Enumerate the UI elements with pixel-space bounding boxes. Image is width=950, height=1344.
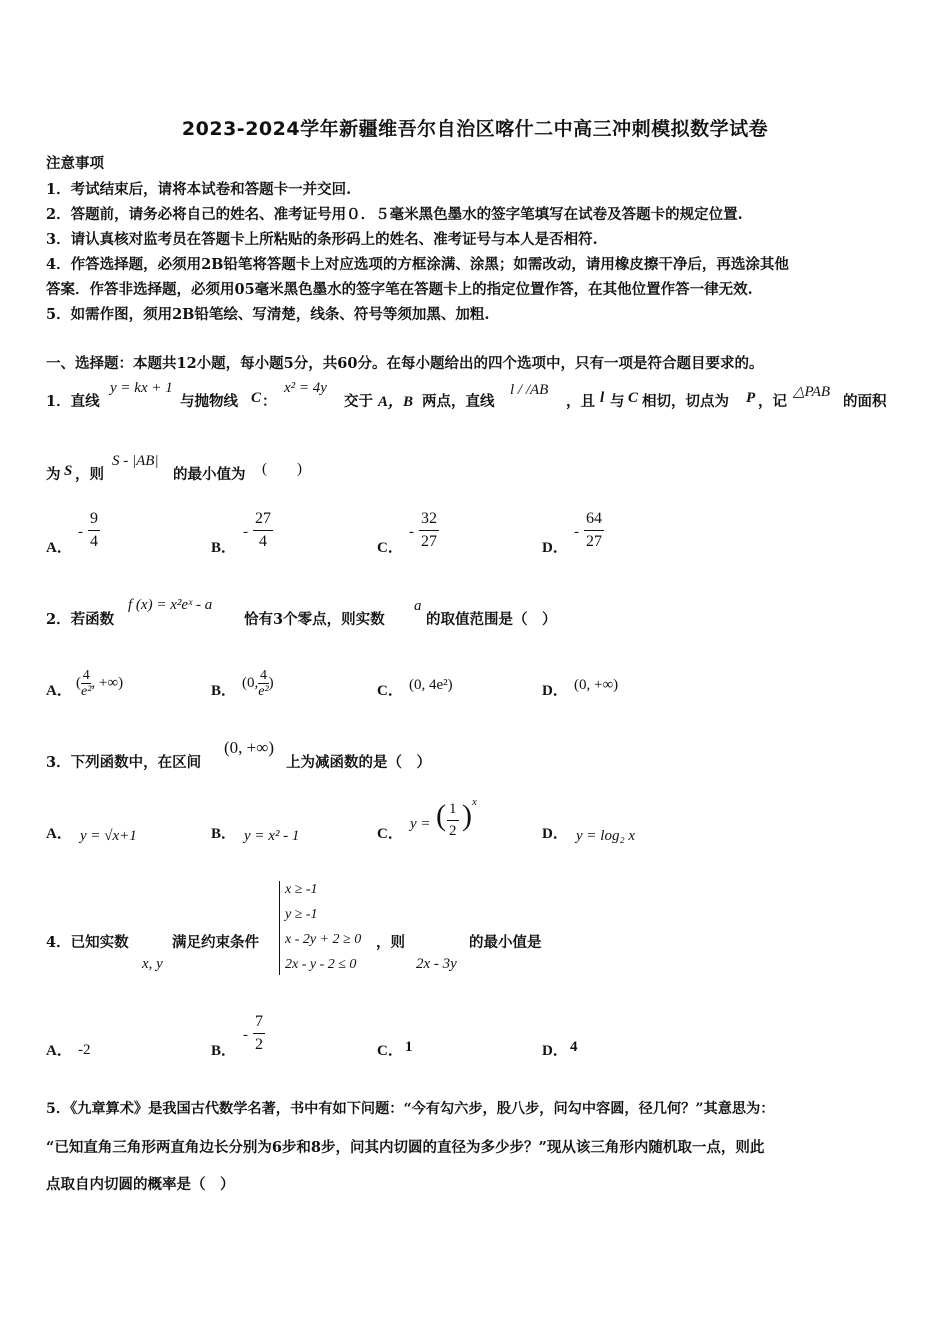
notice-item-4-cont: 答案．作答非选择题，必须用05毫米黑色墨水的签字笔在答题卡上的指定位置作答，在其他位置作答一律无效.: [46, 281, 753, 298]
q4-option-d: 4: [570, 1039, 578, 1055]
q1-text-12: 的最小值为: [173, 466, 246, 483]
q1-text-8: ，记: [758, 393, 787, 410]
q1-c-2: C: [628, 390, 639, 406]
q1-parabola-eq: x² = 4y: [284, 380, 327, 396]
q4-option-a-label: A．: [46, 1043, 72, 1059]
q2-text-2: 恰有3个零点，则实数: [244, 611, 385, 628]
notice-item-2: 2．答题前，请务必将自己的姓名、准考证号用０．５毫米黑色墨水的签字笔填写在试卷及答题卡的规定位置.: [46, 206, 743, 223]
q3-text-1: 3．下列函数中，在区间: [46, 754, 202, 771]
q2-option-a-label: A．: [46, 683, 72, 699]
q1-text-2: 与抛物线: [180, 393, 238, 410]
q1-text-11: ，则: [75, 466, 104, 483]
q1-option-a-fraction: 9 4: [90, 510, 98, 550]
q1-option-c-fraction: 32 27: [421, 510, 437, 550]
q1-option-a-label: A．: [46, 540, 72, 556]
q1-option-d-label: D．: [542, 540, 568, 556]
q2-function: f (x) = x²eˣ - a: [128, 597, 213, 613]
q1-option-b-label: B．: [211, 540, 237, 556]
q3-option-c-pre: y =: [410, 816, 431, 832]
q1-option-d-sign: -: [574, 524, 579, 540]
q4-option-d-label: D．: [542, 1043, 568, 1059]
q4-constraint-1: x ≥ -1: [285, 882, 318, 897]
q1-text-7: 相切，切点为: [642, 393, 729, 410]
q1-option-d-fraction: 64 27: [586, 510, 602, 550]
q2-option-c: (0, 4e²): [409, 677, 453, 693]
q1-colon: ：: [262, 393, 277, 410]
q2-text-3: 的取值范围是（ ）: [426, 611, 557, 628]
q3-option-a-label: A．: [46, 826, 72, 842]
q2-text-1: 2．若函数: [46, 611, 115, 628]
q3-option-a: y = √x+1: [80, 828, 137, 844]
q2-option-c-label: C．: [377, 683, 403, 699]
q2-option-b-label: B．: [211, 683, 237, 699]
q3-option-c-exponent: x: [472, 796, 477, 808]
q3-option-b: y = x² - 1: [244, 828, 300, 844]
q1-l: l: [600, 390, 605, 406]
q1-expression: S - |AB|: [112, 453, 159, 469]
q1-c-1: C: [251, 390, 262, 406]
q1-triangle: △PAB: [793, 384, 831, 400]
q3-option-b-label: B．: [211, 826, 237, 842]
q1-text-10: 为: [46, 466, 61, 483]
q2-option-d: (0, +∞): [574, 677, 619, 693]
q4-constraint-3: x - 2y + 2 ≥ 0: [285, 932, 362, 947]
q1-text-1: 1．直线: [46, 393, 100, 410]
q2-option-d-label: D．: [542, 683, 568, 699]
q1-p: P: [746, 390, 756, 406]
q1-option-b-sign: -: [243, 524, 248, 540]
q4-option-b-sign: -: [243, 1027, 248, 1043]
q1-text-6: 与: [610, 393, 625, 410]
section-heading: 一、选择题：本题共12小题，每小题5分，共60分。在每小题给出的四个选项中，只有一项是符合题目要求的。: [46, 355, 764, 372]
q1-text-3: 交于: [344, 393, 373, 410]
q1-s: S: [64, 463, 73, 479]
q2-option-b: (0, $\frac{4}{\text{e²}}$ ): [242, 668, 274, 699]
q3-option-d-label: D．: [542, 826, 568, 842]
notice-heading: 注意事项: [46, 155, 104, 172]
q4-text-3: ，则: [376, 934, 405, 951]
q5-line-1: 5．《九章算术》是我国古代数学名著，书中有如下问题：“今有勾六步，股八步，问勾中容圆，径几何？”其意思为：: [46, 1101, 775, 1117]
q4-option-c: 1: [405, 1039, 413, 1055]
notice-item-5: 5．如需作图，须用2B铅笔绘、写清楚，线条、符号等须加黑、加粗.: [46, 306, 490, 323]
q4-text-2: 满足约束条件: [172, 934, 259, 951]
q4-expression: 2x - 3y: [416, 956, 457, 972]
q3-option-c-paren-left: (: [436, 799, 446, 832]
q4-option-b-fraction: 7 2: [255, 1013, 263, 1053]
q3-option-d: y = log₂ x: [576, 828, 636, 844]
q4-option-a: -2: [78, 1042, 91, 1058]
q1-text-9: 的面积: [843, 393, 887, 410]
q2-option-a: ( $\frac{4}{\text{e²}}$ , +∞): [76, 668, 124, 699]
q1-points-ab: A，B: [378, 394, 414, 410]
q4-constraint-4: 2x - y - 2 ≤ 0: [285, 957, 357, 972]
q3-option-c-label: C．: [377, 826, 403, 842]
q1-answer-paren: ( ): [262, 461, 302, 477]
q1-option-a-sign: -: [78, 524, 83, 540]
q3-text-2: 上为减函数的是（ ）: [286, 754, 431, 771]
q4-option-c-label: C．: [377, 1043, 403, 1059]
q5-line-2: “已知直角三角形两直角边长分别为6步和8步，问其内切圆的直径为多少步？”现从该三角形内随机取一点，则此: [46, 1139, 765, 1156]
q2-a: a: [414, 598, 422, 614]
q1-option-b-fraction: 27 4: [255, 510, 271, 550]
notice-item-3: 3．请认真核对监考员在答题卡上所粘贴的条形码上的姓名、准考证号与本人是否相符.: [46, 231, 598, 248]
notice-item-1: 1．考试结束后，请将本试卷和答题卡一并交回.: [46, 181, 352, 198]
q1-line-eq: y = kx + 1: [110, 380, 173, 396]
q1-option-c-label: C．: [377, 540, 403, 556]
q3-interval: (0, +∞): [224, 738, 275, 757]
q4-system-brace: [279, 881, 280, 975]
page-title: 2023-2024学年新疆维吾尔自治区喀什二中高三冲刺模拟数学试卷: [181, 118, 769, 140]
notice-item-4: 4．作答选择题，必须用2B铅笔将答题卡上对应选项的方框涂满、涂黑；如需改动，请用橡皮擦干净后，再选涂其他: [46, 256, 789, 273]
q4-text-4: 的最小值是: [469, 934, 542, 951]
q4-constraint-2: y ≥ -1: [285, 907, 318, 922]
q1-text-4: 两点，直线: [422, 393, 495, 410]
q1-option-c-sign: -: [409, 524, 414, 540]
q4-option-b-label: B．: [211, 1043, 237, 1059]
q4-variables: x, y: [142, 956, 163, 972]
q3-option-c-paren-right: ): [462, 799, 472, 832]
q1-parallel-eq: l / /AB: [510, 382, 549, 398]
q1-text-5: ，且: [566, 393, 595, 410]
q3-option-c-fraction: 1 2: [449, 801, 457, 839]
q5-line-3: 点取自内切圆的概率是（ ）: [46, 1176, 235, 1193]
q4-text-1: 4．已知实数: [46, 934, 129, 951]
